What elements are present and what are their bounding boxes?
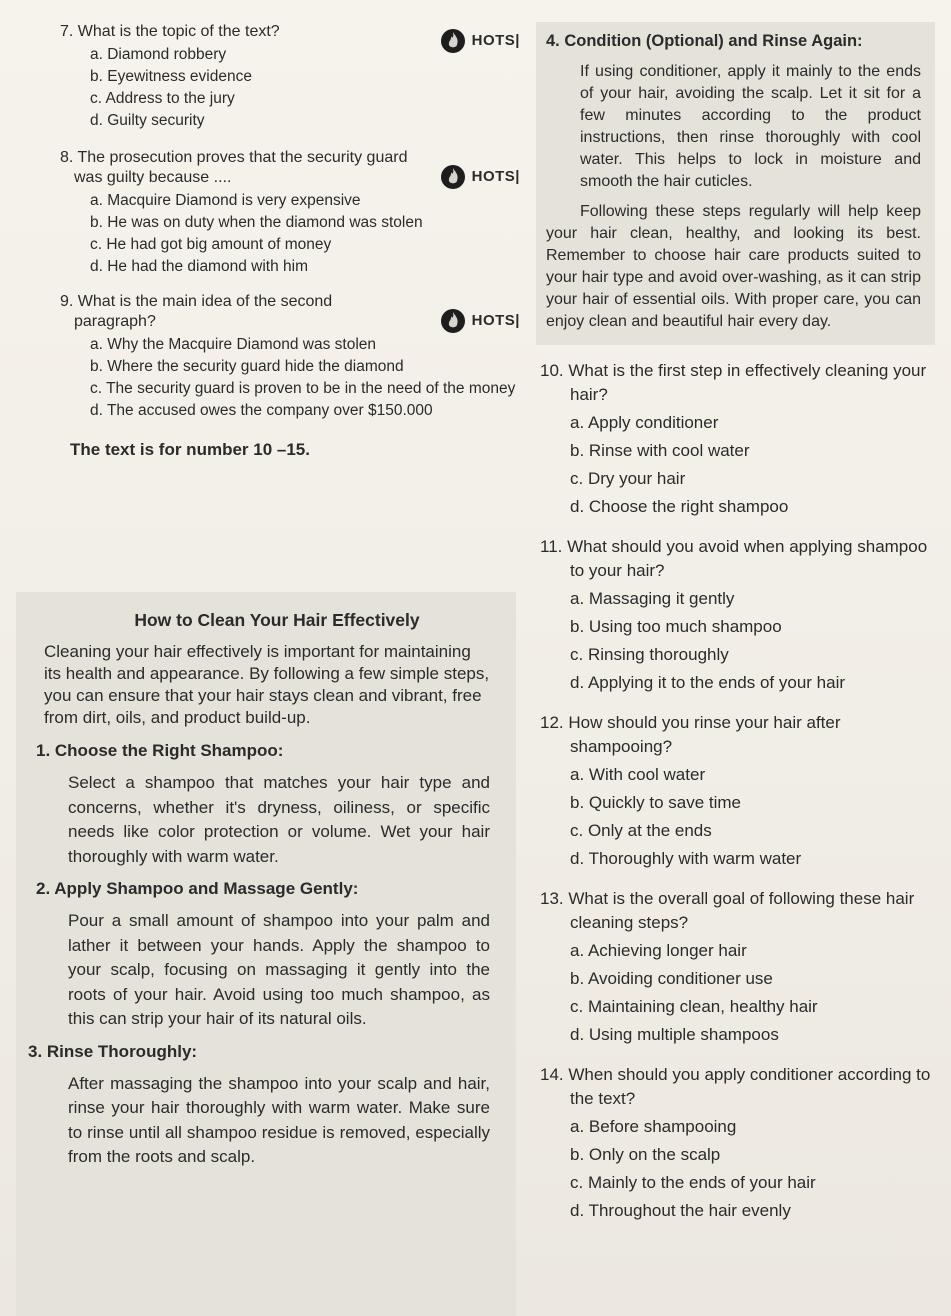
question-text: What is the topic of the text? <box>77 23 280 40</box>
option-a[interactable]: a. Macquire Diamond is very expensive <box>90 192 361 209</box>
option-d[interactable]: d. Applying it to the ends of your hair <box>570 673 846 692</box>
step-4-body: If using conditioner, apply it mainly to the ends of your hair, avoiding the scalp. Let it sit for a few minutes according to the product instructions, then rinse thoroughly with cool water. This helps to lock in moisture and smooth the hair cuticles. <box>580 63 921 190</box>
step-body: After massaging the shampoo into your scalp and hair, rinse your hair thoroughly with warm water. Make sure to rinse until all shampoo residue is removed, especially from the roots and scalp. <box>68 1073 490 1166</box>
question-text: The prosecution proves that the security guard was guilty because .... <box>74 149 408 186</box>
question-number: 10. <box>540 361 564 380</box>
option-a[interactable]: a. Apply conditioner <box>570 413 719 432</box>
question-14 <box>540 1063 935 1225</box>
flame-icon <box>440 28 466 54</box>
option-b[interactable]: b. Only on the scalp <box>570 1145 721 1164</box>
question-number: 13. <box>540 889 564 908</box>
option-d[interactable]: d. Throughout the hair evenly <box>570 1201 791 1220</box>
options-list <box>90 334 520 422</box>
right-column <box>540 22 935 1225</box>
option-b[interactable]: b. He was on duty when the diamond was stolen <box>90 214 423 231</box>
option-d[interactable]: d. Using multiple shampoos <box>570 1025 779 1044</box>
question-text: What is the overall goal of following these hair cleaning steps? <box>568 889 915 932</box>
options-list <box>570 761 935 873</box>
flame-icon <box>440 164 466 190</box>
step-body: Select a shampoo that matches your hair type and concerns, whether it's dryness, oiliness, or specific needs like color protection or volume. Wet your hair thoroughly with warm water. <box>68 773 490 866</box>
step-4-heading: 4. Condition (Optional) and Rinse Again: <box>546 32 863 50</box>
question-number: 8. <box>60 149 74 166</box>
step-heading: 1. Choose the Right Shampoo: <box>36 741 284 760</box>
hots-label: HOTS| <box>471 168 520 185</box>
option-d[interactable]: d. Choose the right shampoo <box>570 497 789 516</box>
question-9 <box>60 292 520 422</box>
step-2 <box>36 879 490 1032</box>
hots-marker <box>440 308 520 334</box>
question-10 <box>540 359 935 521</box>
option-c[interactable]: c. Mainly to the ends of your hair <box>570 1173 816 1192</box>
option-c[interactable]: c. Maintaining clean, healthy hair <box>570 997 818 1016</box>
question-number: 9. <box>60 293 74 310</box>
option-d[interactable]: d. Thoroughly with warm water <box>570 849 802 868</box>
text-closing: Following these steps regularly will help keep your hair clean, healthy, and looking its best. Remember to choose hair care products suited to your hair type and avoid over-washing, as it can strip your hair of essential oils. With proper care, you can enjoy clean and beautiful hair every day. <box>546 203 921 330</box>
option-a[interactable]: a. Achieving longer hair <box>570 941 747 960</box>
question-number: 11. <box>540 537 563 556</box>
option-a[interactable]: a. With cool water <box>570 765 706 784</box>
options-list <box>570 937 935 1049</box>
question-text: When should you apply conditioner according to the text? <box>568 1065 931 1108</box>
flame-icon <box>440 308 466 334</box>
options-list <box>570 1113 935 1225</box>
options-list <box>90 190 520 278</box>
option-c[interactable]: c. Rinsing thoroughly <box>570 645 729 664</box>
step-heading: 3. Rinse Thoroughly: <box>28 1041 198 1061</box>
hots-marker <box>440 164 520 190</box>
question-text: What should you avoid when applying shampoo to your hair? <box>567 537 928 580</box>
options-list <box>570 409 935 521</box>
option-a[interactable]: a. Diamond robbery <box>90 46 227 63</box>
option-b[interactable]: b. Eyewitness evidence <box>90 68 252 85</box>
option-b[interactable]: b. Quickly to save time <box>570 793 742 812</box>
hots-label: HOTS| <box>471 32 520 49</box>
reading-text-continued <box>536 22 935 345</box>
question-text: What is the main idea of the second paragraph? <box>74 293 333 330</box>
hots-label: HOTS| <box>471 312 520 329</box>
question-number: 7. <box>60 23 74 40</box>
option-a[interactable]: a. Massaging it gently <box>570 589 735 608</box>
options-list <box>90 44 520 132</box>
question-8 <box>60 148 520 278</box>
text-title: How to Clean Your Hair Effectively <box>134 610 420 630</box>
option-c[interactable]: c. He had got big amount of money <box>90 236 332 253</box>
option-b[interactable]: b. Where the security guard hide the diamond <box>90 358 404 375</box>
step-1 <box>36 741 490 869</box>
question-11 <box>540 535 935 697</box>
option-c[interactable]: c. The security guard is proven to be in the need of the money <box>90 380 516 397</box>
step-heading: 2. Apply Shampoo and Massage Gently: <box>36 879 359 898</box>
option-d[interactable]: d. The accused owes the company over $150.000 <box>90 402 433 419</box>
question-7 <box>60 22 520 132</box>
step-3 <box>28 1041 490 1170</box>
option-a[interactable]: a. Before shampooing <box>570 1117 737 1136</box>
option-d[interactable]: d. He had the diamond with him <box>90 258 308 275</box>
left-column <box>60 22 520 466</box>
question-text: How should you rinse your hair after shampooing? <box>568 713 841 756</box>
reading-text-box <box>16 592 516 1316</box>
option-c[interactable]: c. Dry your hair <box>570 469 686 488</box>
option-c[interactable]: c. Address to the jury <box>90 90 235 107</box>
option-b[interactable]: b. Avoiding conditioner use <box>570 969 773 988</box>
question-number: 12. <box>540 713 564 732</box>
step-body: Pour a small amount of shampoo into your palm and lather it between your hands. Apply the shampoo to your scalp, focusing on massaging it gently into the roots of your hair. Avoid using too much shampoo, as this can strip your hair of its natural oils. <box>68 911 490 1028</box>
option-b[interactable]: b. Using too much shampoo <box>570 617 782 636</box>
question-13 <box>540 887 935 1049</box>
question-number: 14. <box>540 1065 564 1084</box>
question-12 <box>540 711 935 873</box>
hots-marker <box>440 28 520 54</box>
option-a[interactable]: a. Why the Macquire Diamond was stolen <box>90 336 377 353</box>
option-d[interactable]: d. Guilty security <box>90 112 205 129</box>
option-c[interactable]: c. Only at the ends <box>570 821 712 840</box>
question-text: What is the first step in effectively cleaning your hair? <box>568 361 927 404</box>
section-intro: The text is for number 10 –15. <box>70 440 310 459</box>
option-b[interactable]: b. Rinse with cool water <box>570 441 750 460</box>
options-list <box>570 585 935 697</box>
text-intro: Cleaning your hair effectively is important for maintaining its health and appearance. By following a few simple steps, you can ensure that your hair stays clean and vibrant, free from dirt, oils, and product build-up. <box>44 642 490 727</box>
